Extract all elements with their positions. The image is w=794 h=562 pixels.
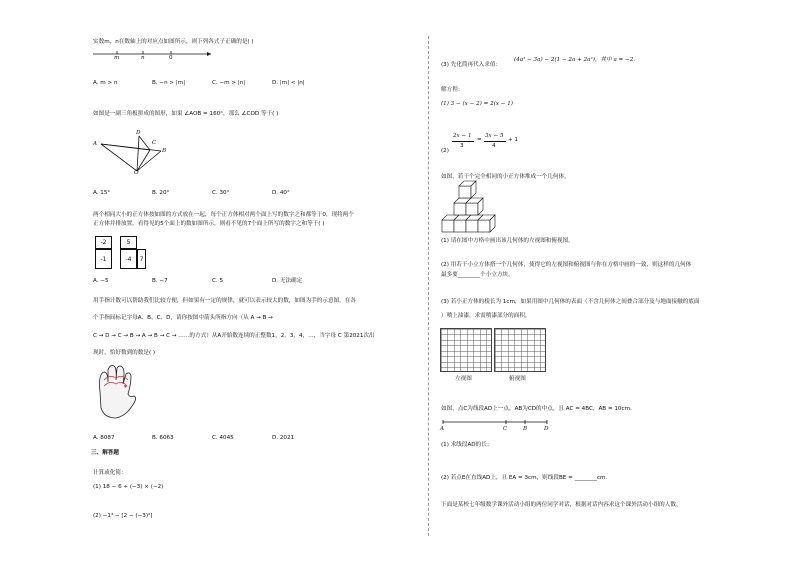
cubes-part-1: (1) 请在图中方格中画出该几何体的左视图和俯视图。 xyxy=(441,238,574,244)
q3-cube-top-2: 5 xyxy=(120,236,137,249)
q3-stem-line1: 两个相同大小的正方体按如图的方式放在一起，每个正方体相对两个面上写的数字之和都等于0，现将两个 xyxy=(93,212,354,218)
q3-option-a: A. −5 xyxy=(93,278,109,284)
equation-2-numerator-1: 2x − 1 xyxy=(453,133,472,139)
q2-label-d: D xyxy=(136,130,141,136)
q2-option-c: C. 30° xyxy=(212,190,230,196)
equation-2-denominator-2: 4 xyxy=(492,143,496,149)
equation-2-equals: = xyxy=(477,137,482,143)
segment-label-a: A xyxy=(440,426,445,432)
cubes-part-2-line2: 最多要________个小立方块。 xyxy=(441,272,514,278)
q3-option-b: B. −7 xyxy=(152,278,168,284)
q4-option-b: B. 6063 xyxy=(152,435,174,441)
q1-number-line xyxy=(93,48,213,64)
segment-label-b: B xyxy=(523,426,528,432)
q2-triangle-figure xyxy=(93,128,173,178)
q1-label-n: n xyxy=(141,55,145,61)
q1-label-zero: 0 xyxy=(169,55,173,61)
q4-option-d: D. 2021 xyxy=(272,435,295,441)
equation-2-label: (2) xyxy=(441,148,449,154)
q4-stem-line2: 个手指间标记字母A、B、C、D，请你按图中箭头所指方向（从 A → B → xyxy=(93,315,273,321)
q2-label-a: A xyxy=(93,141,98,147)
column-divider xyxy=(428,36,429,536)
cubes-part-3-line2: ）喷上油漆，求需喷漆部分的面积。 xyxy=(441,313,531,319)
top-view-grid[interactable] xyxy=(494,328,546,372)
top-view-label: 俯视图 xyxy=(509,376,526,382)
q3-option-c: C. 5 xyxy=(212,278,224,284)
q3-stem-line2: 正方体并排放置，看得见的5个面上的数如图所示，则看不见的7个面上所写的数字之和等于( ) xyxy=(93,221,325,227)
q2-option-b: B. 20° xyxy=(152,190,170,196)
q4-option-c: C. 4045 xyxy=(212,435,234,441)
q2-stem: 如图是一副三角板拼成的图形，如果 ∠AOB = 160°，那么 ∠COD 等于( ) xyxy=(93,111,279,117)
q1-option-a: A. m > n xyxy=(93,80,118,86)
final-problem: 下面是某校七年级数学课外活动小组的两位同学对话，根据对话内容求这个课外活动小组的人数。 xyxy=(441,502,682,508)
left-view-grid[interactable] xyxy=(440,328,492,372)
q3-cube-front-row xyxy=(95,249,146,269)
equation-2-tail: + 1 xyxy=(508,137,519,143)
equation-1: (1) 3 − (x − 2) = 2(x − 1) xyxy=(441,101,513,107)
q4-stem-line3: C → D → C → B → A → B → C → ……的方式）从A开始数连续的正整数1，2，3，4，…，当字母 C 第2021次出 xyxy=(93,333,375,339)
section-3-heading: 三、解答题 xyxy=(91,450,119,456)
q1-option-b: B. −n > |m| xyxy=(152,80,186,86)
hand-illustration xyxy=(90,362,138,422)
q2-label-o: O xyxy=(134,170,139,176)
equation-2-denominator-1: 3 xyxy=(460,143,464,149)
equations-title: 解方程： xyxy=(441,87,464,93)
left-view-label: 左视图 xyxy=(455,376,472,382)
calc-item-1: (1) 18 − 6 ÷ (−3) × (−2) xyxy=(93,484,164,490)
q4-stem-line4: 现时，恰好数到的数是( ) xyxy=(93,350,156,356)
q2-label-c: C xyxy=(152,140,157,146)
calc-item-2: (2) −1⁴ − [2 − (−3)²] xyxy=(93,513,153,519)
q4-option-a: A. 8087 xyxy=(93,435,115,441)
simplify-expression: (4a² − 3a) − 2(1 − 2a + 2a²)，其中 a = −2． xyxy=(514,57,639,63)
cubes-stem: 如图，若干个完全相同的小正方体堆成一个几何体。 xyxy=(441,174,570,180)
q3-option-d: D. 无法确定 xyxy=(272,278,303,284)
q1-option-d: D. |m| < |n| xyxy=(272,80,305,86)
segment-figure xyxy=(441,418,551,426)
q1-stem: 实数m，n在数轴上的对应点如图所示，则下列各式子正确的是( ) xyxy=(93,39,254,45)
q2-option-a: A. 15° xyxy=(93,190,111,196)
q3-cube-top-row xyxy=(95,236,137,249)
simplify-prefix: (3) 先化简再代入求值： xyxy=(441,62,502,68)
q1-label-m: m xyxy=(114,55,120,61)
cubes-part-3-line1: (3) 若小正方体的棱长为 1cm，如果用图中几何体的表面（不含几何体之间叠合部分及与地面接触的底面 xyxy=(441,299,700,305)
segment-stem: 如图，点C为线段AD上一点，AB为CD的中点，且 AC = 4BC，AB = 10cm． xyxy=(441,406,636,412)
q3-cube-top-1: -2 xyxy=(95,236,112,249)
segment-label-d: D xyxy=(544,426,549,432)
equation-2-numerator-2: 3x − 5 xyxy=(485,133,504,139)
fraction-bar-2 xyxy=(484,141,506,142)
q3-cube-front-1: -1 xyxy=(95,249,112,269)
segment-part-2: (2) 若点E在直线AD上，且 EA = 3cm，则线段BE = ________cm. xyxy=(441,475,608,481)
q2-label-b: B xyxy=(162,148,167,154)
q2-option-d: D. 40° xyxy=(272,190,290,196)
calc-title: 计算或化简： xyxy=(93,470,127,476)
segment-part-1: (1) 求线段AD的长； xyxy=(441,442,493,448)
q3-cube-front-2: -4 xyxy=(120,249,137,269)
fraction-bar-1 xyxy=(452,141,474,142)
cubes-part-2-line1: (2) 用若干小立方体搭一个几何体，使得它的左视图和俯视图与你在方格中画的一致，则这样的几何体 xyxy=(441,262,692,268)
q1-option-c: C. −m > |n| xyxy=(212,80,246,86)
stacked-cubes-figure xyxy=(440,180,506,236)
segment-label-c: C xyxy=(503,426,508,432)
q4-stem-line1: 用手指计数可以帮助我们比较方便，但如果有一定的规律，就可以表示较大的数，如图为手的示意图，在各 xyxy=(93,298,356,304)
q3-cube-side: 7 xyxy=(137,249,146,269)
